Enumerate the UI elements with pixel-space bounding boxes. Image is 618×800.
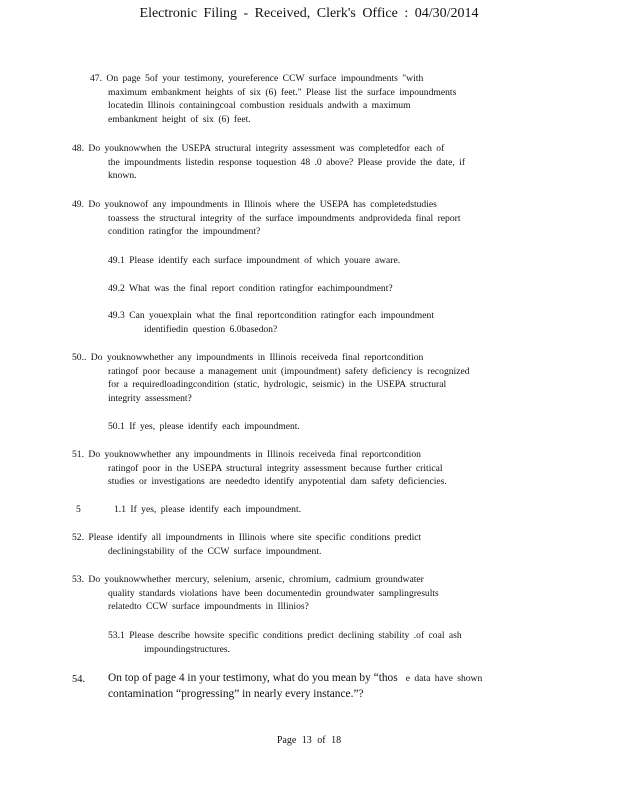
q51-line2: ratingof poor in the USEPA structural integrity assessment because further critical (108, 462, 443, 474)
q53-sub1-line2: impoundingstructures. (144, 643, 231, 655)
q49-sub3-line2: identifiedin question 6.0basedon? (144, 323, 278, 335)
q53-line3: relatedto CCW surface impoundments in Illinios? (108, 601, 309, 613)
q50-line2: ratingof poor because a management unit (impoundment) safety deficiency is recognized (108, 365, 470, 377)
q49-sub3 (108, 309, 434, 336)
q54-line1b: e data have shown (405, 673, 483, 684)
page-number: Page 13 of 18 (276, 735, 342, 746)
question-49 (72, 198, 461, 239)
filing-header: Electronic Filing - Received, Clerk's Office : 04/30/2014 (139, 6, 479, 21)
q53-line1: 53. Do youknowwhether mercury, selenium, arsenic, chromium, cadmium groundwater (72, 574, 424, 585)
q49-sub3-line1: 49.3 Can youexplain what the final reportcondition ratingfor each impoundment (108, 310, 434, 321)
question-52 (72, 531, 421, 558)
q47-line3: locatedin Illinois containingcoal combustion residuals andwith a maximum (108, 100, 411, 112)
q54-line2: contamination “progressing” in nearly every instance.”? (108, 687, 364, 700)
q51-line1: 51. Do youknowwhether any impoundments in Illinois receiveda final reportcondition (72, 449, 421, 460)
q47-line1: 47. On page 5of your testimony, youreference CCW surface impoundments "with (90, 73, 424, 84)
q48-line3: known. (108, 170, 137, 182)
q54-number: 54. (72, 674, 85, 685)
q49-sub1: 49.1 Please identify each surface impoundment of which youare aware. (108, 255, 401, 266)
q50-line1: 50.. Do youknowwhether any impoundments in Illinois receiveda final reportcondition (72, 352, 424, 363)
q48-line2: the impoundments listedin response toquestion 48 .0 above? Please provide the date, if (108, 156, 466, 168)
q54-text (108, 671, 482, 701)
q49-line1: 49. Do youknowof any impoundments in Illinois where the USEPA has completedstudies (72, 199, 437, 210)
q49-sub2: 49.2 What was the final report condition ratingfor eachimpoundment? (108, 283, 393, 294)
q53-sub1-line1: 53.1 Please describe howsite specific conditions predict declining stability .of coal ash (108, 630, 462, 641)
q52-line1: 52. Please identify all impoundments in Illinois where site specific conditions predict (72, 532, 422, 543)
q50-line4: integrity assessment? (108, 392, 192, 404)
question-51 (72, 448, 447, 489)
q51-sub-number: 5 (76, 504, 81, 515)
q53-sub1 (108, 629, 462, 656)
q51-sub1: 1.1 If yes, please identify each impoundment. (114, 504, 302, 515)
q53-line2: quality standards violations have been documentedin groundwater samplingresults (108, 587, 439, 599)
q49-line3: condition ratingfor the impoundment? (108, 226, 261, 238)
q48-line1: 48. Do youknowwhen the USEPA structural integrity assessment was completedfor each of (72, 143, 445, 154)
question-53 (72, 573, 439, 614)
question-47 (90, 72, 456, 126)
q52-line2: decliningstability of the CCW surface impoundment. (108, 545, 322, 557)
question-48 (72, 142, 465, 183)
q50-line3: for a requiredloadingcondition (static, hydrologic, seismic) in the USEPA structural (108, 379, 447, 391)
q54-line1a: On top of page 4 in your testimony, what do you mean by “thos (108, 672, 398, 684)
q50-sub1: 50.1 If yes, please identify each impoundment. (108, 421, 300, 432)
q47-line4: embankment height of six (6) feet. (108, 113, 251, 125)
q51-line3: studies or investigations are neededto identify anypotential dam safety deficiencies. (108, 476, 447, 488)
q47-line2: maximum embankment heights of six (6) feet." Please list the surface impoundments (108, 86, 457, 98)
question-50 (72, 351, 470, 405)
q49-line2: toassess the structural integrity of the surface impoundments andprovideda final report (108, 212, 461, 224)
